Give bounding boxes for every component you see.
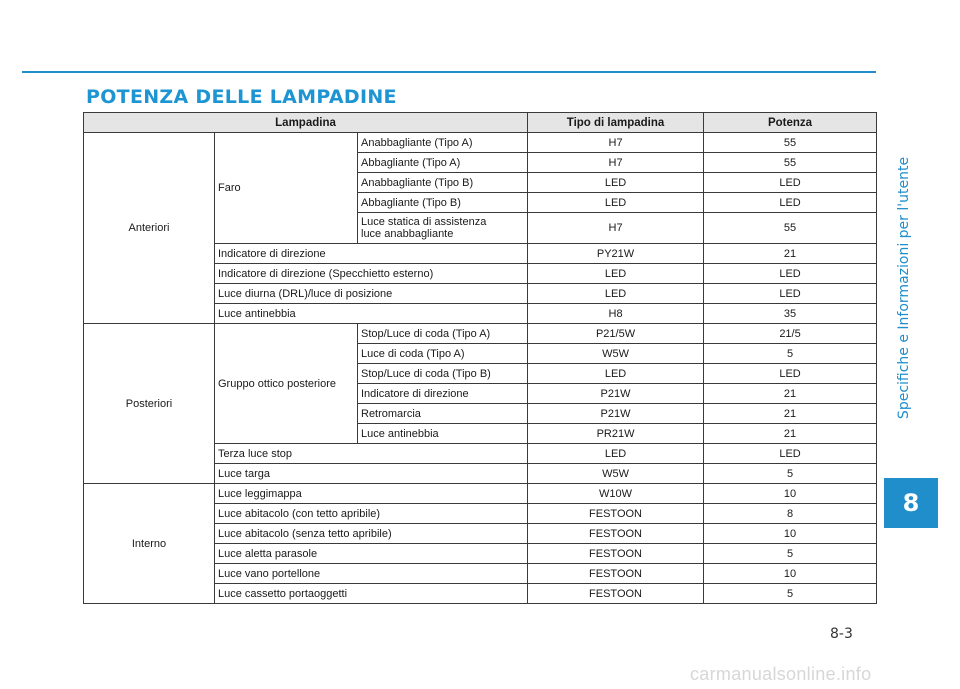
subgroup-faro: Faro bbox=[215, 133, 358, 244]
page-number: 8-3 bbox=[830, 626, 853, 642]
lamp-power: 5 bbox=[704, 464, 877, 484]
lamp-name: Luce vano portellone bbox=[215, 564, 528, 584]
lamp-type: PY21W bbox=[528, 244, 704, 264]
table-row bbox=[84, 324, 877, 344]
lamp-name: Stop/Luce di coda (Tipo B) bbox=[358, 364, 528, 384]
lamp-name: Luce cassetto portaoggetti bbox=[215, 584, 528, 604]
lamp-type: FESTOON bbox=[528, 564, 704, 584]
lamp-type: P21W bbox=[528, 384, 704, 404]
header-rule bbox=[22, 71, 876, 73]
lamp-name: Retromarcia bbox=[358, 404, 528, 424]
lamp-type: FESTOON bbox=[528, 524, 704, 544]
lamp-name: Abbagliante (Tipo B) bbox=[358, 193, 528, 213]
chapter-tab: 8 bbox=[884, 478, 938, 528]
lamp-name: Luce leggimappa bbox=[215, 484, 528, 504]
page-title: POTENZA DELLE LAMPADINE bbox=[86, 86, 397, 108]
lamp-power: 10 bbox=[704, 524, 877, 544]
lamp-power: LED bbox=[704, 284, 877, 304]
lamp-name-line2: luce anabbagliante bbox=[361, 228, 454, 240]
lamp-type: W5W bbox=[528, 344, 704, 364]
lamp-type: LED bbox=[528, 364, 704, 384]
group-anteriori: Anteriori bbox=[84, 133, 215, 324]
header-type: Tipo di lampadina bbox=[528, 113, 704, 133]
lamp-type: W10W bbox=[528, 484, 704, 504]
lamp-name: Luce diurna (DRL)/luce di posizione bbox=[215, 284, 528, 304]
header-lamp: Lampadina bbox=[84, 113, 528, 133]
lamp-name: Indicatore di direzione bbox=[215, 244, 528, 264]
lamp-power: 21 bbox=[704, 244, 877, 264]
lamp-name: Luce abitacolo (con tetto apribile) bbox=[215, 504, 528, 524]
lamp-type: PR21W bbox=[528, 424, 704, 444]
bulb-wattage-table bbox=[83, 112, 877, 604]
section-side-label: Specifiche e Informazioni per l'utente bbox=[896, 156, 912, 420]
lamp-power: LED bbox=[704, 264, 877, 284]
lamp-power: 55 bbox=[704, 133, 877, 153]
lamp-name: Anabbagliante (Tipo B) bbox=[358, 173, 528, 193]
lamp-power: 5 bbox=[704, 584, 877, 604]
lamp-type: H7 bbox=[528, 213, 704, 244]
subgroup-gruppo-ottico: Gruppo ottico posteriore bbox=[215, 324, 358, 444]
lamp-power: 55 bbox=[704, 213, 877, 244]
lamp-type: P21W bbox=[528, 404, 704, 424]
lamp-type: H7 bbox=[528, 133, 704, 153]
header-power: Potenza bbox=[704, 113, 877, 133]
lamp-power: 21/5 bbox=[704, 324, 877, 344]
table-header-row bbox=[84, 113, 877, 133]
lamp-type: LED bbox=[528, 264, 704, 284]
lamp-type: P21/5W bbox=[528, 324, 704, 344]
lamp-type: W5W bbox=[528, 464, 704, 484]
lamp-type: LED bbox=[528, 444, 704, 464]
lamp-type: LED bbox=[528, 173, 704, 193]
lamp-name: Indicatore di direzione bbox=[358, 384, 528, 404]
lamp-power: 21 bbox=[704, 404, 877, 424]
lamp-type: FESTOON bbox=[528, 584, 704, 604]
lamp-type: LED bbox=[528, 284, 704, 304]
lamp-name-line1: Luce statica di assistenza bbox=[361, 216, 487, 228]
lamp-power: 35 bbox=[704, 304, 877, 324]
lamp-name: Terza luce stop bbox=[215, 444, 528, 464]
lamp-name: Abbagliante (Tipo A) bbox=[358, 153, 528, 173]
lamp-name: Luce di coda (Tipo A) bbox=[358, 344, 528, 364]
lamp-power: 5 bbox=[704, 544, 877, 564]
lamp-name: Luce antinebbia bbox=[358, 424, 528, 444]
group-posteriori: Posteriori bbox=[84, 324, 215, 484]
lamp-type: LED bbox=[528, 193, 704, 213]
lamp-name: Indicatore di direzione (Specchietto esterno) bbox=[215, 264, 528, 284]
lamp-power: 21 bbox=[704, 424, 877, 444]
lamp-type: H8 bbox=[528, 304, 704, 324]
lamp-type: H7 bbox=[528, 153, 704, 173]
lamp-power: LED bbox=[704, 364, 877, 384]
lamp-power: 10 bbox=[704, 564, 877, 584]
table-row bbox=[84, 133, 877, 153]
table-row bbox=[84, 484, 877, 504]
lamp-power: 21 bbox=[704, 384, 877, 404]
lamp-type: FESTOON bbox=[528, 504, 704, 524]
lamp-type: FESTOON bbox=[528, 544, 704, 564]
lamp-power: 8 bbox=[704, 504, 877, 524]
lamp-name: Anabbagliante (Tipo A) bbox=[358, 133, 528, 153]
lamp-power: 55 bbox=[704, 153, 877, 173]
watermark: carmanualsonline.info bbox=[690, 664, 872, 684]
lamp-name: Luce aletta parasole bbox=[215, 544, 528, 564]
lamp-power: LED bbox=[704, 193, 877, 213]
lamp-power: 10 bbox=[704, 484, 877, 504]
lamp-power: 5 bbox=[704, 344, 877, 364]
group-interno: Interno bbox=[84, 484, 215, 604]
lamp-name: Luce targa bbox=[215, 464, 528, 484]
lamp-name bbox=[358, 213, 528, 244]
lamp-power: LED bbox=[704, 173, 877, 193]
lamp-name: Luce abitacolo (senza tetto apribile) bbox=[215, 524, 528, 544]
lamp-name: Luce antinebbia bbox=[215, 304, 528, 324]
lamp-name: Stop/Luce di coda (Tipo A) bbox=[358, 324, 528, 344]
lamp-power: LED bbox=[704, 444, 877, 464]
